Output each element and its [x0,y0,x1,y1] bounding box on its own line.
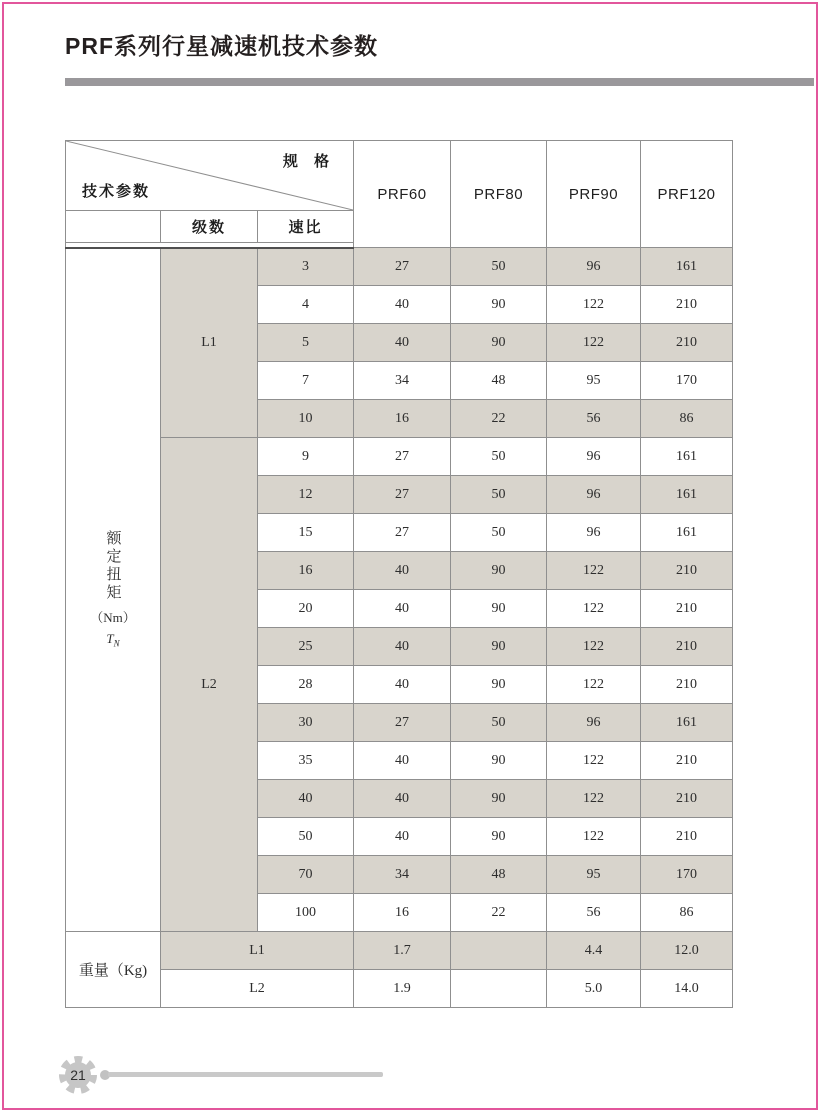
ratio-cell: 15 [258,514,354,552]
value-cell: 170 [641,362,733,400]
ratio-cell: 40 [258,780,354,818]
value-cell: 122 [547,742,641,780]
value-cell: 22 [451,894,547,932]
torque-label-cell [66,248,161,932]
value-cell: 170 [641,856,733,894]
value-cell: 50 [451,476,547,514]
value-cell: 90 [451,590,547,628]
weight-stage-cell: L1 [161,932,354,970]
value-cell: 96 [547,248,641,286]
table-corner-cell [66,141,354,211]
value-cell: 56 [547,400,641,438]
weight-value-cell: 1.7 [354,932,451,970]
col-header-prf120: PRF120 [641,141,733,248]
value-cell: 40 [354,552,451,590]
page-title: PRF系列行星减速机技术参数 [65,33,378,59]
value-cell: 34 [354,362,451,400]
value-cell: 90 [451,628,547,666]
value-cell: 95 [547,856,641,894]
value-cell: 96 [547,704,641,742]
value-cell: 50 [451,704,547,742]
value-cell: 96 [547,476,641,514]
value-cell: 161 [641,438,733,476]
value-cell: 210 [641,818,733,856]
value-cell: 161 [641,514,733,552]
ratio-cell: 10 [258,400,354,438]
value-cell: 27 [354,476,451,514]
value-cell: 90 [451,552,547,590]
weight-value-cell [451,970,547,1008]
weight-value-cell: 4.4 [547,932,641,970]
value-cell: 210 [641,628,733,666]
value-cell: 86 [641,400,733,438]
value-cell: 122 [547,666,641,704]
ratio-cell: 12 [258,476,354,514]
gear-icon [55,1052,101,1098]
weight-value-cell: 5.0 [547,970,641,1008]
value-cell: 50 [451,438,547,476]
ratio-cell: 30 [258,704,354,742]
value-cell: 161 [641,476,733,514]
header-row-1 [66,141,733,211]
empty-header-cell [66,211,161,243]
value-cell: 40 [354,742,451,780]
ratio-cell: 9 [258,438,354,476]
value-cell: 16 [354,400,451,438]
value-cell: 95 [547,362,641,400]
value-cell: 90 [451,818,547,856]
value-cell: 40 [354,628,451,666]
value-cell: 40 [354,818,451,856]
value-cell: 16 [354,894,451,932]
col-header-prf80: PRF80 [451,141,547,248]
col-header-prf60: PRF60 [354,141,451,248]
weight-row-l1 [66,932,733,970]
value-cell: 122 [547,286,641,324]
ratio-cell: 5 [258,324,354,362]
ratio-cell: 3 [258,248,354,286]
value-cell: 90 [451,286,547,324]
stage-cell-l1: L1 [161,248,258,438]
ratio-cell: 35 [258,742,354,780]
title-underline-bar [65,78,814,86]
value-cell: 40 [354,286,451,324]
value-cell: 210 [641,742,733,780]
weight-label-cell: 重量（Kg) [66,932,161,1008]
weight-value-cell: 1.9 [354,970,451,1008]
value-cell: 161 [641,704,733,742]
value-cell: 27 [354,438,451,476]
weight-row-l2 [66,970,733,1008]
ratio-cell: 16 [258,552,354,590]
value-cell: 90 [451,742,547,780]
corner-label-spec: 规 格 [282,153,335,170]
ratio-cell: 50 [258,818,354,856]
value-cell: 27 [354,514,451,552]
stage-cell-l2: L2 [161,438,258,932]
spec-row-l1-3 [66,248,733,286]
value-cell: 122 [547,324,641,362]
spec-table-body [66,141,733,1008]
value-cell: 27 [354,248,451,286]
weight-stage-cell: L2 [161,970,354,1008]
ratio-cell: 28 [258,666,354,704]
value-cell: 122 [547,780,641,818]
ratio-cell: 25 [258,628,354,666]
value-cell: 40 [354,666,451,704]
col-header-prf90: PRF90 [547,141,641,248]
weight-value-cell: 14.0 [641,970,733,1008]
value-cell: 48 [451,362,547,400]
weight-value-cell: 12.0 [641,932,733,970]
value-cell: 210 [641,666,733,704]
value-cell: 27 [354,704,451,742]
torque-label-vertical: 额定扭矩 [104,530,121,603]
sub-header-ratio: 速比 [258,211,354,243]
ratio-cell: 4 [258,286,354,324]
value-cell: 96 [547,438,641,476]
value-cell: 86 [641,894,733,932]
value-cell: 40 [354,780,451,818]
value-cell: 210 [641,590,733,628]
value-cell: 22 [451,400,547,438]
value-cell: 122 [547,628,641,666]
value-cell: 161 [641,248,733,286]
weight-value-cell [451,932,547,970]
value-cell: 90 [451,324,547,362]
value-cell: 210 [641,324,733,362]
ratio-cell: 20 [258,590,354,628]
spec-row-l2-9 [66,438,733,476]
value-cell: 122 [547,552,641,590]
value-cell: 122 [547,818,641,856]
value-cell: 210 [641,552,733,590]
page-number: 21 [70,1067,86,1083]
value-cell: 40 [354,324,451,362]
value-cell: 122 [547,590,641,628]
value-cell: 48 [451,856,547,894]
value-cell: 210 [641,780,733,818]
value-cell: 56 [547,894,641,932]
value-cell: 90 [451,666,547,704]
value-cell: 50 [451,514,547,552]
ratio-cell: 7 [258,362,354,400]
sub-header-stage: 级数 [161,211,258,243]
ratio-cell: 100 [258,894,354,932]
torque-unit: （Nm） [90,610,136,626]
value-cell: 40 [354,590,451,628]
torque-symbol: $T_N$ [106,631,120,650]
value-cell: 90 [451,780,547,818]
value-cell: 34 [354,856,451,894]
value-cell: 96 [547,514,641,552]
ratio-cell: 70 [258,856,354,894]
value-cell: 50 [451,248,547,286]
spec-table [65,140,733,1008]
value-cell: 210 [641,286,733,324]
footer-line [108,1072,383,1077]
corner-label-params: 技术参数 [82,183,151,200]
